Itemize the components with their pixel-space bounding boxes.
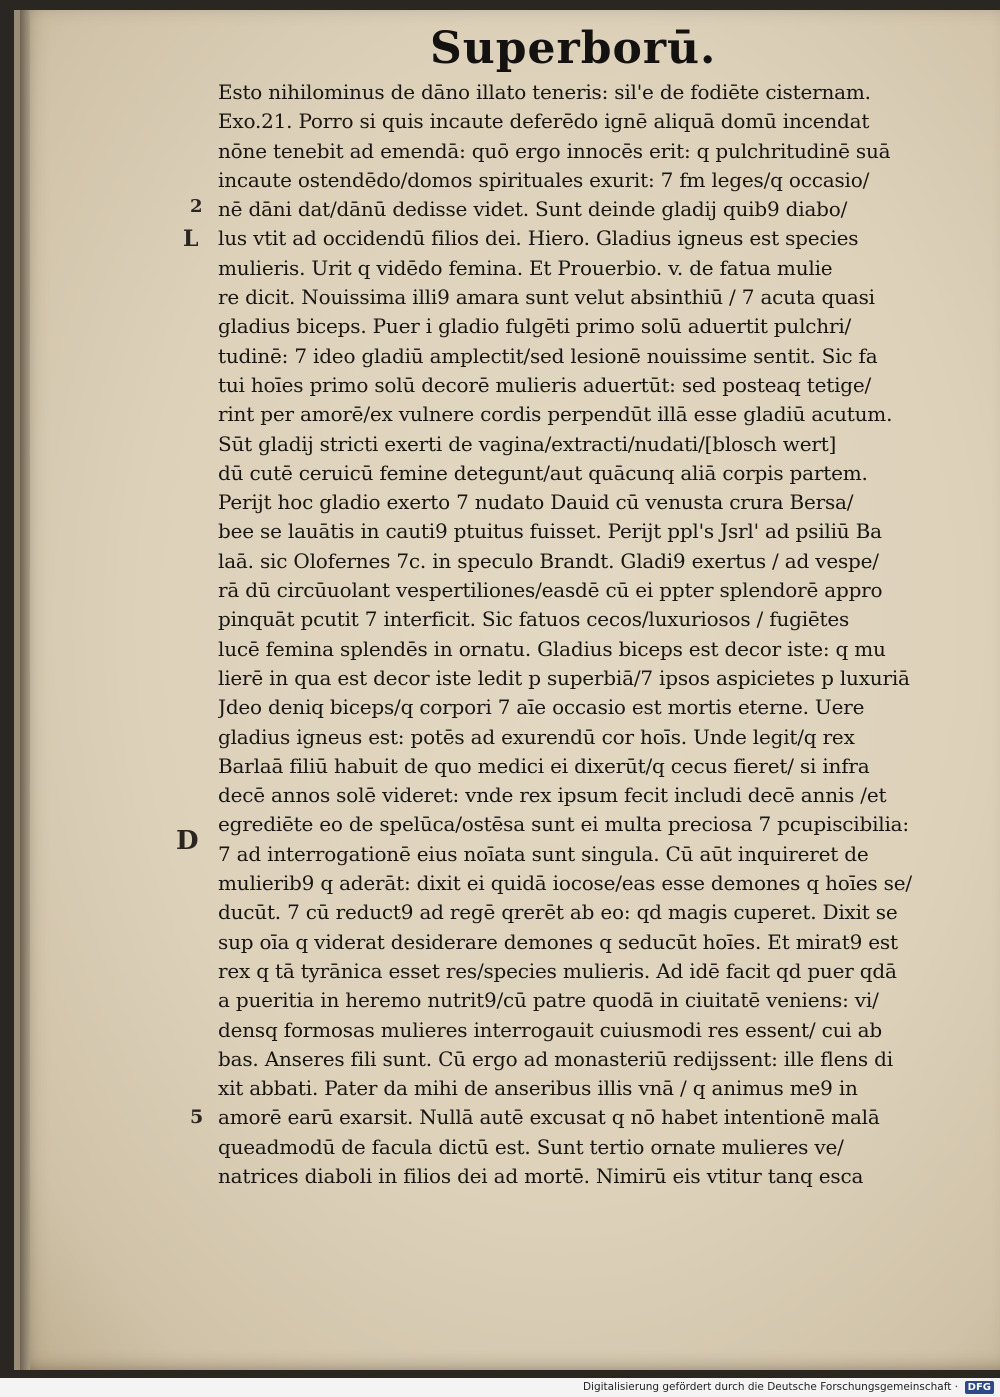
text-line: densq formosas mulieres interrogauit cuiusmodi res essent/ cui ab <box>218 1017 882 1042</box>
text-line: gladius igneus est: potēs ad exurendū cor hoīs. Unde legit/q rex <box>218 724 855 749</box>
margin-note-4: 5 <box>190 1106 204 1128</box>
text-line: bee se lauātis in cauti9 ptuitus fuisset. Perijt ppl's Jsrl' ad psiliū Ba <box>218 519 882 544</box>
margin-note-1: 2 <box>190 196 203 217</box>
text-line: lucē femina splendēs in ornatu. Gladius biceps est decor iste: q mu <box>218 636 886 661</box>
text-line: natrices diaboli in filios dei ad mortē. Nimirū eis vtitur tanq esca <box>218 1163 864 1188</box>
text-line: 7 ad interrogationē eius noīata sunt singula. Cū aūt inquireret de <box>218 841 869 866</box>
text-line: re dicit. Nouissima illi9 amara sunt velut absinthiū / 7 acuta quasi <box>218 285 875 310</box>
running-head: Superborū. <box>430 23 717 74</box>
text-line: dū cutē ceruicū femine detegunt/aut quācunq aliā corpis partem. <box>218 460 868 485</box>
text-line: ducūt. 7 cū reduct9 ad regē qrerēt ab eo: qd magis cuperet. Dixit se <box>218 900 898 925</box>
text-line: Jdeo deniq biceps/q corpori 7 aīe occasio est mortis eterne. Uere <box>218 695 865 720</box>
text-line: gladius biceps. Puer i gladio fulgēti primo solū aduertit pulchri/ <box>218 314 852 339</box>
text-line: incaute ostendēdo/domos spirituales exurit: 7 fm leges/q occasio/ <box>218 167 870 192</box>
text-line: rex q tā tyrānica esset res/species mulieris. Ad idē facit qd puer qdā <box>218 958 897 983</box>
text-line: Esto nihilominus de dāno illato teneris: sil'e de fodiēte cisternam. <box>218 80 871 104</box>
text-line: rā dū circūuolant vespertiliones/easdē cū ei ppter splendorē appro <box>218 578 883 603</box>
text-line: lierē in qua est decor iste ledit p superbiā/7 ipsos aspicietes p luxuriā <box>218 665 910 690</box>
text-line: Sūt gladij stricti exerti de vagina/extracti/nudati/[blosch wert] <box>218 431 837 456</box>
text-line: mulierib9 q aderāt: dixit ei quidā iocose/eas esse demones q hoīes se/ <box>218 871 912 896</box>
text-line: queadmodū de facula dictū est. Sunt tertio ornate mulieres ve/ <box>218 1134 844 1159</box>
text-line: laā. sic Olofernes 7c. in speculo Brandt. Gladi9 exertus / ad vespe/ <box>218 548 879 573</box>
text-line: rint per amorē/ex vulnere cordis perpendūt illā esse gladiū acutum. <box>218 402 893 427</box>
text-line: mulieris. Urit q vidēdo femina. Et Prouerbio. v. de fatua mulie <box>218 255 833 280</box>
text-line: Barlaā filiū habuit de quo medici ei dixerūt/q cecus fieret/ si infra <box>218 753 870 778</box>
text-line: tudinē: 7 ideo gladiū amplectit/sed lesionē nouissime sentit. Sic fa <box>218 343 878 368</box>
text-line: Exo.21. Porro si quis incaute deferēdo ignē aliquā domū incendat <box>218 109 870 134</box>
text-line: pinquāt pcutit 7 interficit. Sic fatuos cecos/luxuriosos / fugiētes <box>218 607 850 632</box>
margin-note-3: D <box>176 826 199 856</box>
text-line: tui hoīes primo solū decorē mulieris aduertūt: sed posteaq tetige/ <box>218 372 872 397</box>
text-line: Perijt hoc gladio exerto 7 nudato Dauid cū venusta crura Bersa/ <box>218 490 854 515</box>
funding-credit: Digitalisierung gefördert durch die Deutsche Forschungsgemeinschaft · <box>582 1381 958 1393</box>
dfg-logo: DFG <box>965 1381 994 1394</box>
text-block <box>218 78 963 1191</box>
text-line: sup oīa q viderat desiderare demones q seducūt hoīes. Et mirat9 est <box>218 929 898 954</box>
text-line: nōne tenebit ad emendā: quō ergo innocēs erit: q pulchritudinē suā <box>218 138 891 163</box>
text-line: bas. Anseres fili sunt. Cū ergo ad monasteriū redijssent: ille flens di <box>218 1046 893 1071</box>
text-line: amorē earū exarsit. Nullā autē excusat q nō habet intentionē malā <box>218 1105 880 1130</box>
text-line: egrediēte eo de spelūca/ostēsa sunt ei multa preciosa 7 pcupiscibilia: <box>218 812 909 837</box>
text-line: a pueritia in heremo nutrit9/cū patre quodā in ciuitatē veniens: vi/ <box>218 988 879 1013</box>
text-line: lus vtit ad occidendū filios dei. Hiero. Gladius igneus est species <box>218 226 859 251</box>
text-line: nē dāni dat/dānū dedisse videt. Sunt deinde gladij quib9 diabo/ <box>218 197 848 222</box>
text-line: decē annos solē videret: vnde rex ipsum fecit includi decē annis /et <box>218 783 887 808</box>
text-line: xit abbati. Pater da mihi de anseribus illis vnā / q animus me9 in <box>218 1076 858 1101</box>
margin-note-2: L <box>183 226 199 252</box>
page-edge <box>20 10 30 1370</box>
